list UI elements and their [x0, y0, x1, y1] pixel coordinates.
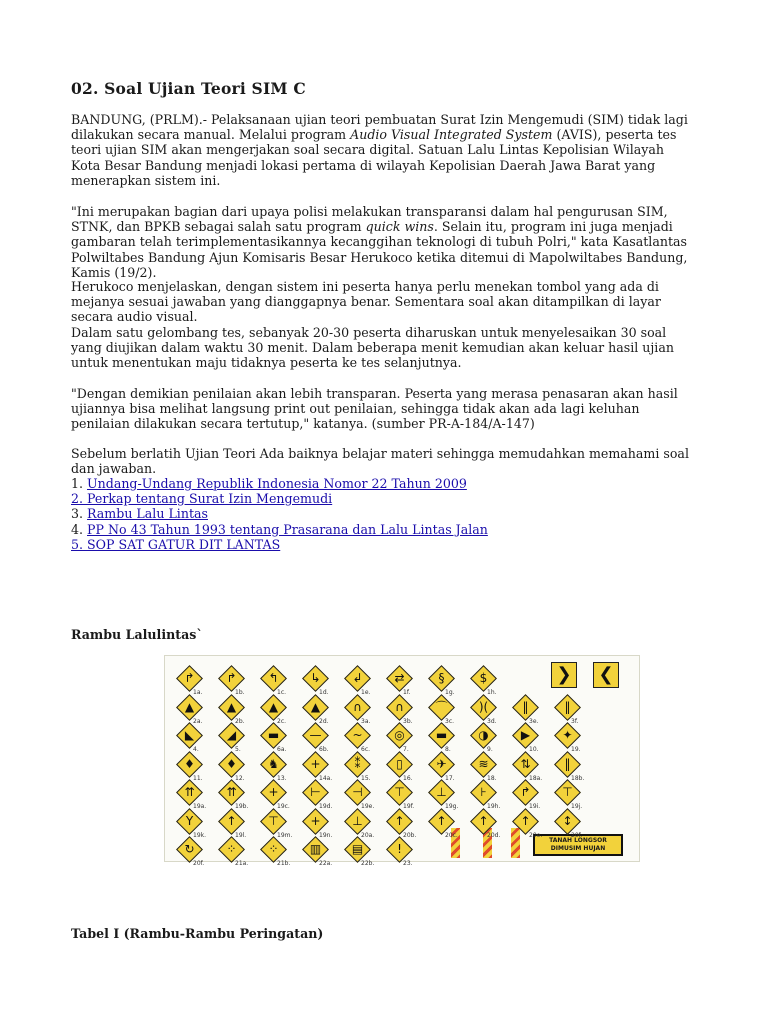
sign-symbol-icon: ▬ — [435, 728, 448, 742]
sign-symbol-icon: ↕ — [562, 813, 573, 828]
warning-sign-19j — [553, 778, 583, 810]
sign-symbol-icon: ⌒ — [435, 699, 448, 714]
sign-symbol-icon: ✈ — [436, 756, 447, 771]
sign-label: 6b. — [319, 746, 329, 753]
sign-label: 2a. — [193, 717, 203, 725]
sign-symbol-icon: ⊤ — [394, 785, 405, 799]
warning-sign-15 — [343, 750, 372, 782]
warning-sign-1c — [259, 664, 288, 696]
sign-label: 7. — [403, 746, 409, 753]
sign-label: 21a. — [235, 860, 249, 867]
sign-label: 13. — [277, 774, 287, 782]
sign-symbol-icon: ⊥ — [352, 813, 363, 828]
sign-symbol-icon: ↑ — [478, 813, 489, 828]
sign-label: 3a. — [361, 717, 371, 725]
warning-sign-1f — [385, 664, 414, 696]
sign-label: 4. — [193, 746, 199, 753]
sign-symbol-icon: ◎ — [394, 728, 405, 742]
sign-symbol-icon: ▲ — [184, 699, 195, 714]
sign-symbol-icon: + — [310, 813, 321, 828]
sign-label: 11. — [193, 774, 203, 782]
warning-sign-3c — [427, 693, 456, 725]
warning-sign-19k — [175, 807, 207, 839]
sign-symbol-icon: ‖ — [564, 756, 571, 771]
sign-label: 1e. — [361, 689, 371, 696]
sign-label: 22a. — [319, 860, 333, 867]
sign-symbol-icon: ↲ — [352, 671, 363, 685]
warning-sign-3a — [343, 693, 372, 725]
warning-sign-19f — [385, 778, 415, 810]
sign-label: 23. — [403, 860, 413, 867]
sign-label: 22b. — [361, 860, 375, 867]
warning-sign-19i — [511, 778, 541, 810]
sign-label: 20a. — [361, 831, 375, 839]
warning-sign-4 — [175, 721, 204, 753]
sign-label: 15. — [361, 774, 371, 782]
sign-symbol-icon: ↻ — [184, 842, 195, 856]
sign-label: 19i. — [529, 803, 541, 810]
warning-sign-1d — [301, 664, 330, 696]
link-perkap-sim[interactable]: 2. Perkap tentang Surat Izin Mengemudi — [71, 491, 333, 507]
sign-label: 5. — [235, 746, 241, 753]
sign-label: 3d. — [487, 717, 497, 725]
sign-symbol-icon: ♦ — [226, 756, 237, 771]
paragraph-1: BANDUNG, (PRLM).- Pelaksanaan ujian teori pembuatan Surat Izin Mengemudi (SIM) tidak lagi dilakukan secara manual. Melalui program Audio Visual Integrated System (AVIS), peserta tes teori ujian SIM akan mengerjakan soal secara digital. Satuan Lalu Lintas Kepolisian Wilayah Kota Besar Bandung menjadi lokasi pertama di wilayah Kepolisian Daerah Jawa Barat yang menerapkan sistem ini. — [71, 112, 688, 188]
sign-label: 19d. — [319, 803, 333, 810]
list-item — [71, 537, 488, 552]
sign-label: 1g. — [445, 689, 455, 696]
sign-symbol-icon: ▲ — [268, 699, 279, 714]
sign-symbol-icon: Y — [185, 813, 194, 828]
warning-sign-2a — [175, 693, 204, 725]
sign-symbol-icon: ↑ — [226, 813, 237, 828]
warning-sign-19n — [301, 807, 333, 839]
sign-symbol-icon: ◑ — [478, 728, 489, 742]
warning-sign-21b — [259, 835, 291, 867]
warning-sign-19g — [427, 778, 459, 810]
link-uu-22-2009[interactable]: Undang-Undang Republik Indonesia Nomor 22 Tahun 2009 — [87, 476, 467, 491]
warning-sign-19 — [553, 721, 582, 753]
sign-label: 19j. — [571, 803, 583, 810]
warning-sign-20f — [175, 835, 205, 867]
sign-symbol-icon: ‖ — [522, 699, 529, 714]
warning-sign-3e — [511, 693, 540, 725]
warning-sign-20c — [427, 807, 458, 839]
sign-symbol-icon: ▬ — [267, 728, 280, 742]
warning-sign-19l — [217, 807, 247, 839]
paragraph-5: "Dengan demikian penilaian akan lebih transparan. Peserta yang merasa penasaran akan hasil ujiannya bisa melihat langsung print out penilaian, sehingga tidak akan ada lagi keluhan penilaian dilakukan secara tertutup," katanya. (sumber PR-A-184/A-147) — [71, 386, 678, 432]
sign-label: 19. — [571, 746, 581, 753]
sign-symbol-icon: ~ — [352, 728, 363, 742]
link-rambu-lalu-lintas[interactable]: Rambu Lalu Lintas — [87, 506, 208, 522]
sign-label: 19l. — [235, 831, 247, 839]
sign-label: 1h. — [487, 689, 497, 696]
sign-label: 21b. — [277, 860, 291, 867]
sign-label: 3e. — [529, 717, 539, 725]
warning-sign-19c — [259, 778, 290, 810]
sign-label: 18. — [487, 774, 497, 782]
sign-label: 16. — [403, 774, 413, 782]
sign-label: 3b. — [403, 717, 413, 725]
warning-sign-6c — [343, 721, 372, 753]
sign-label: 1a. — [193, 689, 203, 696]
warning-sign-18b — [553, 750, 585, 782]
sign-symbol-icon: )( — [478, 699, 489, 714]
sign-symbol-icon: ◢ — [226, 728, 237, 742]
sign-symbol-icon: ⊣ — [352, 785, 363, 799]
warning-sign-1g — [427, 664, 456, 696]
sign-label: 20b. — [403, 831, 417, 839]
link-pp-43-1993[interactable]: PP No 43 Tahun 1993 tentang Prasarana dan Lalu Lintas Jalan — [87, 521, 488, 537]
warning-sign-9 — [469, 721, 498, 753]
sign-label: 20f. — [193, 860, 205, 867]
sign-symbol-icon: ▯ — [396, 756, 403, 771]
sign-label: 19m. — [277, 831, 293, 839]
list-item: 3. Rambu Lalu Lintas — [71, 506, 208, 522]
sign-label: 20f. — [571, 831, 583, 839]
sign-symbol-icon: — — [309, 728, 322, 742]
chevron-left-sign: ❮ — [593, 662, 619, 688]
sign-symbol-icon: ⁘ — [226, 842, 237, 856]
warning-sign-20f — [553, 807, 583, 839]
warning-sign-3d — [469, 693, 498, 725]
warning-sign-16 — [385, 750, 414, 782]
warning-sign-1e — [343, 664, 372, 696]
paragraph-6: Sebelum berlatih Ujian Teori Ada baiknya belajar materi sehingga memudahkan memahami soal dan jawaban. — [71, 446, 689, 477]
list-item — [71, 491, 488, 506]
sign-label: 20d. — [487, 831, 501, 839]
sign-label: 19e. — [361, 803, 375, 810]
sign-symbol-icon: ↱ — [520, 785, 531, 799]
sign-label: 9. — [487, 746, 493, 753]
warning-sign-20a — [343, 807, 375, 839]
sign-symbol-icon: ▲ — [310, 699, 321, 714]
warning-sign-12 — [217, 750, 246, 782]
sign-symbol-icon: ↑ — [520, 813, 531, 828]
sign-label: 19n. — [319, 831, 333, 839]
warning-sign-11 — [175, 750, 204, 782]
sign-symbol-icon: ♞ — [268, 756, 279, 771]
sign-label: 19c. — [277, 803, 290, 810]
sign-symbol-icon: ⊤ — [562, 785, 573, 799]
sign-label: 6c. — [361, 746, 371, 753]
sign-symbol-icon: ⇄ — [394, 671, 405, 685]
landslide-warning-sign: TANAH LONGSOR DIMUSIM HUJAN — [533, 834, 623, 856]
warning-sign-20e — [511, 807, 543, 839]
sign-label: 1d. — [319, 689, 329, 696]
sign-symbol-icon: ⁘ — [268, 842, 279, 856]
sign-symbol-icon: ∩ — [353, 699, 362, 714]
sign-symbol-icon: ↱ — [184, 671, 195, 685]
warning-sign-19e — [343, 778, 375, 810]
sign-symbol-icon: ▶ — [520, 728, 531, 742]
warning-sign-13 — [259, 750, 288, 782]
warning-sign-18a — [511, 750, 543, 782]
warning-sign-1b — [217, 664, 246, 696]
sign-symbol-icon: ♦ — [184, 756, 195, 771]
sign-symbol-icon: ▲ — [226, 699, 237, 714]
sign-symbol-icon: ▥ — [309, 842, 322, 856]
sign-label: 6a. — [277, 746, 287, 753]
sign-label: 17. — [445, 774, 455, 782]
sign-label: 20c. — [445, 831, 458, 839]
sign-symbol-icon: ▤ — [351, 842, 364, 856]
sign-symbol-icon: ⁑ — [354, 756, 361, 771]
sign-label: 1b. — [235, 689, 245, 696]
sign-label: 1c. — [277, 689, 287, 696]
sign-symbol-icon: ⊤ — [268, 813, 279, 828]
sign-label: 2b. — [235, 717, 245, 725]
sign-label: 12. — [235, 774, 245, 782]
sign-symbol-icon: ⇅ — [520, 756, 531, 771]
warning-sign-17 — [427, 750, 456, 782]
traffic-signs-image — [164, 655, 640, 867]
section-heading-tabel: Tabel I (Rambu-Rambu Peringatan) — [71, 926, 324, 941]
sign-symbol-icon: ↳ — [310, 671, 321, 685]
sign-label: 18b. — [571, 774, 585, 782]
sign-symbol-icon: ⊢ — [310, 785, 321, 799]
sign-symbol-icon: ≋ — [478, 756, 489, 771]
warning-sign-1h — [469, 664, 498, 696]
sign-symbol-icon: $ — [479, 671, 488, 685]
warning-sign-6a — [259, 721, 288, 753]
sign-symbol-icon: ↰ — [268, 671, 279, 685]
link-sop-sat-gatur[interactable]: 5. SOP SAT GATUR DIT LANTAS — [71, 536, 281, 552]
sign-symbol-icon: ∩ — [395, 699, 404, 714]
sign-symbol-icon: ⊥ — [436, 785, 447, 799]
chevron-right-sign: ❯ — [551, 662, 577, 688]
list-item: 4. PP No 43 Tahun 1993 tentang Prasarana dan Lalu Lintas Jalan — [71, 521, 488, 537]
sign-symbol-icon: ↱ — [226, 671, 237, 685]
sign-symbol-icon: ! — [397, 842, 402, 856]
paragraph-4: Dalam satu gelombang tes, sebanyak 20-30 peserta diharuskan untuk menyelesaikan 30 soal yang diujikan dalam waktu 30 menit. Dalam beberapa menit kemudian akan keluar hasil ujian untuk menentukan maju tidaknya peserta ke tes selanjutnya. — [71, 325, 674, 371]
list-item: 1. Undang-Undang Republik Indonesia Nomor 22 Tahun 2009 — [71, 476, 467, 491]
sign-label: 3f. — [571, 717, 579, 725]
paragraph-2: "Ini merupakan bagian dari upaya polisi melakukan transparansi dalam hal pengurusan SIM, STNK, dan BPKB sebagai salah satu program quick wins. Selain itu, program ini juga menjadi gambaran telah terimplementasikannya kecanggihan teknologi di tubuh Polri," kata Kasatlantas Polwiltabes Bandung Ajun Komisaris Besar Herukoco ketika ditemui di Mapolwiltabes Bandung, Kamis (19/2). — [71, 204, 688, 280]
sign-symbol-icon: ⇈ — [184, 785, 195, 799]
sign-symbol-icon: + — [268, 785, 279, 799]
sign-label: 19g. — [445, 803, 459, 810]
sign-symbol-icon: ◣ — [184, 728, 195, 742]
sign-label: 19b. — [235, 803, 249, 810]
sign-label: 18a. — [529, 774, 543, 782]
warning-sign-2b — [217, 693, 246, 725]
sign-symbol-icon: § — [438, 671, 445, 685]
sign-label: 20e. — [529, 831, 543, 839]
warning-sign-6b — [301, 721, 330, 753]
sign-label: 2d. — [319, 717, 329, 725]
sign-label: 19h. — [487, 803, 501, 810]
sign-symbol-icon: ‖ — [564, 699, 571, 714]
warning-sign-2c — [259, 693, 288, 725]
warning-sign-7 — [385, 721, 414, 753]
warning-sign-19h — [469, 778, 501, 810]
section-heading-rambu: Rambu Lalulintas` — [71, 627, 203, 642]
sign-label: 1f. — [403, 689, 411, 696]
warning-sign-10 — [511, 721, 540, 753]
sign-label: 3c. — [445, 717, 455, 725]
sign-symbol-icon: ⊦ — [480, 785, 487, 799]
warning-sign-20d — [469, 807, 501, 839]
sign-label: 19a. — [193, 803, 207, 810]
sign-symbol-icon: + — [310, 756, 321, 771]
sign-symbol-icon: ⇈ — [226, 785, 237, 799]
warning-sign-3b — [385, 693, 414, 725]
warning-sign-5 — [217, 721, 246, 753]
warning-sign-23 — [385, 835, 414, 867]
warning-sign-1a — [175, 664, 204, 696]
warning-sign-14a — [301, 750, 333, 782]
warning-sign-2d — [301, 693, 330, 725]
paragraph-3: Herukoco menjelaskan, dengan sistem ini peserta hanya perlu menekan tombol yang ada di mejanya sesuai jawaban yang dianggapnya benar. Sementara soal akan ditampilkan di layar secara audio visual. — [71, 279, 661, 325]
warning-sign-19a — [175, 778, 207, 810]
page-title: 02. Soal Ujian Teori SIM C — [71, 79, 306, 98]
reference-links — [71, 476, 488, 552]
warning-sign-19m — [259, 807, 293, 839]
sign-label: 10. — [529, 746, 539, 753]
sign-symbol-icon: ✦ — [562, 728, 573, 742]
warning-sign-3f — [553, 693, 582, 725]
sign-label: 8. — [445, 746, 451, 753]
sign-symbol-icon: ↑ — [394, 813, 405, 828]
warning-sign-18 — [469, 750, 498, 782]
sign-label: 2c. — [277, 717, 287, 725]
sign-label: 19k. — [193, 831, 207, 839]
sign-label: 19f. — [403, 803, 415, 810]
warning-sign-8 — [427, 721, 456, 753]
sign-label: 14a. — [319, 774, 333, 782]
warning-sign-20b — [385, 807, 417, 839]
warning-sign-19b — [217, 778, 249, 810]
sign-symbol-icon: ↑ — [436, 813, 447, 828]
